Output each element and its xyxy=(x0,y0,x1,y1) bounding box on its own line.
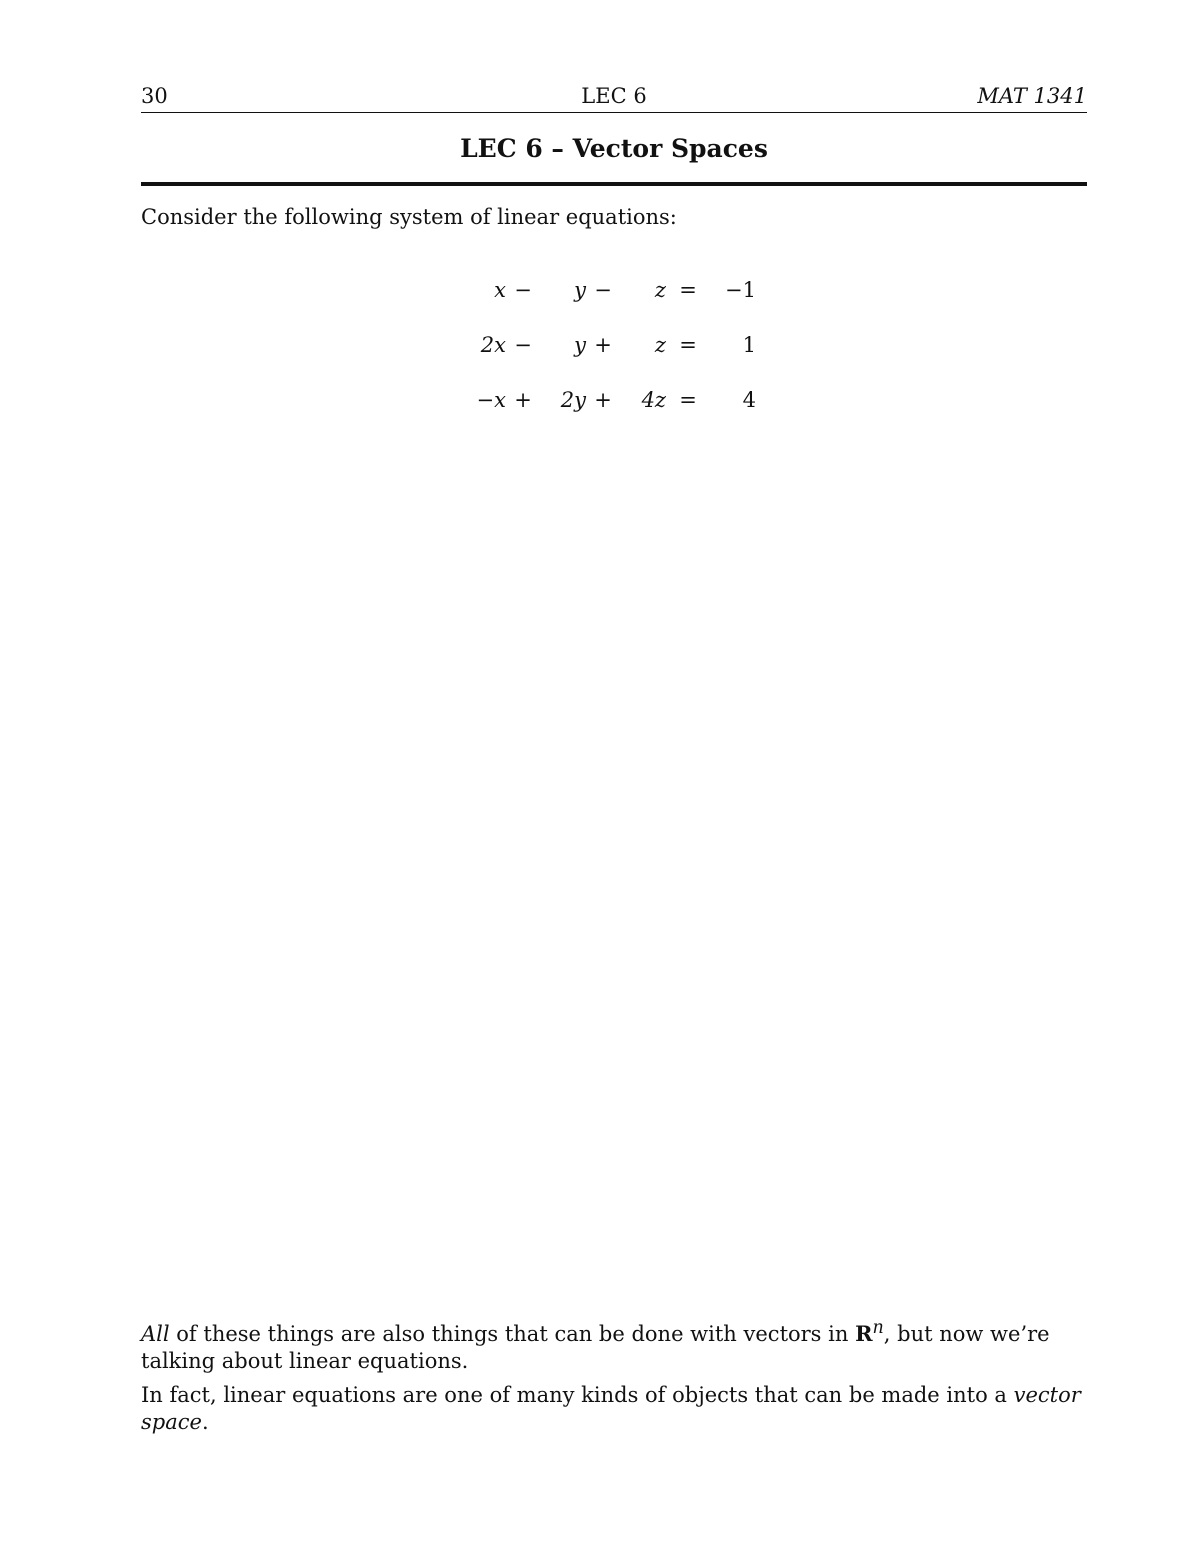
eq1-op1: − xyxy=(514,277,532,302)
equation-system xyxy=(460,262,756,427)
equation-row xyxy=(460,262,756,317)
paragraph-fact-end: . xyxy=(201,1410,209,1434)
eq1-term1: x xyxy=(494,277,506,302)
eq1-rhs: −1 xyxy=(725,277,756,302)
eq2-op2: + xyxy=(594,332,612,357)
eq1-term2: y xyxy=(574,277,586,302)
eq2-term3: z xyxy=(654,332,666,357)
eq3-term2: 2y xyxy=(560,387,586,412)
eq1-op2: − xyxy=(594,277,612,302)
title-rule xyxy=(141,182,1087,186)
paragraph-all-text1: of these things are also things that can be done with vectors in xyxy=(169,1322,856,1346)
emphasis-vector-space: vector space xyxy=(141,1383,1081,1434)
equation-row xyxy=(460,372,756,427)
real-numbers-symbol: R xyxy=(855,1321,873,1346)
eq3-term3: 4z xyxy=(641,387,666,412)
intro-paragraph: Consider the following system of linear equations: xyxy=(141,205,677,229)
equation-row xyxy=(460,317,756,372)
eq2-op1: − xyxy=(514,332,532,357)
eq2-term1: 2x xyxy=(480,332,506,357)
eq3-equals: = xyxy=(679,387,697,412)
paragraph-fact xyxy=(141,1382,1087,1436)
page-header xyxy=(141,84,1087,113)
header-course: MAT 1341 xyxy=(977,84,1087,108)
eq3-rhs: 4 xyxy=(742,387,756,412)
eq3-op1: + xyxy=(514,387,532,412)
paragraph-fact-text: In fact, linear equations are one of many kinds of objects that can be made into a xyxy=(141,1383,1014,1407)
header-lecture: LEC 6 xyxy=(581,84,647,108)
eq2-term2: y xyxy=(574,332,586,357)
eq2-equals: = xyxy=(679,332,697,357)
eq1-term3: z xyxy=(654,277,666,302)
exponent-n: n xyxy=(872,1318,884,1338)
section-title: LEC 6 – Vector Spaces xyxy=(460,134,768,163)
eq3-term1: −x xyxy=(476,387,506,412)
emphasis-all: All xyxy=(141,1322,170,1346)
paragraph-all xyxy=(141,1315,1087,1375)
eq3-op2: + xyxy=(594,387,612,412)
page-number: 30 xyxy=(141,84,168,108)
eq2-rhs: 1 xyxy=(742,332,756,357)
eq1-equals: = xyxy=(679,277,697,302)
paragraph-all-text2: , but now we’re talking about linear equations. xyxy=(141,1322,1050,1373)
